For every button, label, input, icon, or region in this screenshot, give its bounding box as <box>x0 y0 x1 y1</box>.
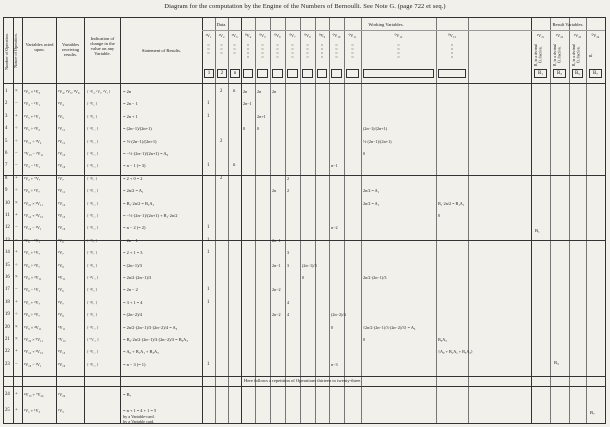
op-nature: × <box>15 337 18 342</box>
op-number: 11 <box>5 213 10 218</box>
data-var-zeros: ○ ○ ○ <box>207 42 210 55</box>
statement-of-results: = n + 1 = 4 + 1 = 5 <box>123 408 157 413</box>
repeat-note: Here follows a repetition of Operations thirteen to twenty-three. <box>244 378 362 383</box>
op-number: 1 <box>5 89 8 94</box>
working-var-label: ⁰V₁₁ <box>348 33 357 38</box>
working-value: 0 <box>363 337 366 342</box>
header-result-variables: Result Variables. <box>552 22 584 27</box>
data-var-zeros: ○ ○ ○ <box>233 42 236 55</box>
vars-receiving: ³V₇ <box>58 299 64 305</box>
working-value: 4 <box>287 312 290 318</box>
working-value: 2 <box>287 188 290 194</box>
working-var-zeros: ○ ○ ○ ○ <box>246 42 250 59</box>
working-value: 2n−2 <box>272 287 281 293</box>
vars-receiving: ¹V₉ <box>58 312 64 318</box>
working-value: n−1 <box>331 163 338 169</box>
op-number: 9 <box>5 188 8 194</box>
vars-acted: ¹V₅ + ¹V₁ <box>24 113 40 119</box>
indication-brace: { ³V₆ } <box>87 288 98 293</box>
header-nature-of-operation: Nature of Operation. <box>13 33 18 69</box>
statement-of-results: = 2n − 1 <box>123 101 138 107</box>
vars-receiving: ¹V₁₀ <box>58 163 66 169</box>
op-nature: + <box>15 250 18 256</box>
table-row <box>4 335 605 345</box>
working-var-zeros: ○ ○ ○ ○ <box>351 42 354 59</box>
table-frame <box>3 17 606 424</box>
data-value: 1 <box>207 163 210 169</box>
op-number: 2 <box>5 101 8 107</box>
statement-of-results: = 2n <box>123 89 131 94</box>
working-value: 2n/2 = A₁ <box>363 200 380 206</box>
group-header-rule <box>202 30 605 31</box>
working-value: (2n−2)/4 <box>331 312 346 318</box>
result-var-description: B₃ in a decimal Oₐ fraction. <box>553 43 562 67</box>
vars-acted: ¹V₈ × ³V₁₁ <box>24 275 42 280</box>
op-nature: × <box>15 200 18 206</box>
op-nature: × <box>15 324 18 330</box>
statement-of-results: = B₇ <box>123 392 132 397</box>
data-value: 1 <box>207 287 210 293</box>
table-row <box>4 87 605 97</box>
indication-brace: { ⁵V₁₁ } <box>87 325 99 330</box>
op-number: 25 <box>5 408 10 413</box>
working-value: 2n+1 <box>257 113 266 119</box>
table-row <box>4 360 605 370</box>
statement-of-results: = n − 2 (= 2) <box>123 225 146 231</box>
working-var-label: ⁰V₆ <box>274 33 281 38</box>
op-nature: + <box>15 113 18 119</box>
working-value: 3 <box>287 250 290 256</box>
op-number: 4 <box>5 126 8 132</box>
result-var-label: ¹V₂₁ <box>536 33 545 38</box>
data-value: n <box>233 89 236 94</box>
indication-brace: { ²V₇ } <box>87 251 98 256</box>
working-value: 2n−1 <box>272 237 281 243</box>
vars-receiving: ¹V₃ <box>58 408 64 413</box>
table-row <box>4 347 605 357</box>
table-row <box>4 390 605 400</box>
table-row <box>4 174 605 184</box>
table-row <box>4 211 605 221</box>
working-value: B₃A₃ <box>438 337 447 342</box>
indication-brace: { ⁰V₁₂ } <box>87 338 99 342</box>
op-number: 19 <box>5 312 10 318</box>
working-value: B₁·2n/2 = B₁A₁ <box>438 200 465 206</box>
op-nature: + <box>15 175 18 181</box>
vars-acted: ¹V₁₀ − ¹V₁ <box>24 225 42 231</box>
vars-acted: ²V₆ ÷ ²V₇ <box>24 262 40 268</box>
vars-receiving: ¹V₁₃ <box>58 151 66 156</box>
op-nature: + <box>15 408 18 413</box>
indication-brace: { ²V₁₁ } <box>87 139 99 144</box>
working-var-zeros: ○ ○ ○ ○ <box>450 42 454 59</box>
statement-of-results: = −½·(2n−1)/(2n+1) = A₀ <box>123 151 169 156</box>
op-nature: × <box>15 89 18 94</box>
working-var-zeros: ○ ○ ○ ○ <box>291 42 294 59</box>
vars-acted: ¹V₁ + ¹V₇ <box>24 250 40 256</box>
vars-receiving: ²V₄ <box>58 101 64 107</box>
working-value: 0 <box>331 324 334 330</box>
working-value: 2n−1 <box>243 101 252 107</box>
op-number: 21 <box>5 337 10 342</box>
statement-of-results: = B₁·2n/2 = B₁A₁ <box>123 200 155 206</box>
vars-acted: ²V₆ − ¹V₁ <box>24 287 40 293</box>
vars-receiving: ³V₁₀ <box>58 361 66 367</box>
indication-brace: { ³V₁₀ } <box>87 362 99 367</box>
indication-brace: { ¹V₈ } <box>87 263 98 268</box>
indication-brace: { ¹V₁₁ } <box>87 127 99 132</box>
data-value: 1 <box>207 237 210 243</box>
vars-receiving: ²V₇ <box>58 250 64 256</box>
data-value: 1 <box>207 299 210 305</box>
table-row <box>4 310 605 320</box>
table-row <box>4 124 605 134</box>
table-row <box>4 186 605 196</box>
statement-of-results: = 2n/2·(2n−1)/3·(2n−2)/4 = A₃ <box>123 324 178 330</box>
working-var-box <box>287 69 298 78</box>
table-row <box>4 223 605 233</box>
vars-receiving: ²V₁₃ <box>58 213 66 218</box>
working-value: 0 <box>302 275 305 280</box>
data-value: 1 <box>207 361 210 367</box>
vars-acted: ¹V₄ − ¹V₁ <box>24 101 40 107</box>
table-row <box>4 406 605 416</box>
data-var-label: ¹V₂ <box>218 33 225 38</box>
working-value: 2n−2 <box>272 312 281 318</box>
table-row <box>4 236 605 246</box>
op-number: 8 <box>5 175 8 181</box>
vars-receiving: ²V₆ <box>58 237 64 243</box>
op-number: 17 <box>5 287 10 293</box>
vars-acted: ¹V₃ − ¹V₁ <box>24 163 40 169</box>
working-var-zeros: ○ ○ ○ ○ <box>276 42 279 59</box>
statement-of-results: = n − 3 (= 1) <box>123 361 146 367</box>
table-row <box>4 137 605 147</box>
vars-receiving: ²V₅ <box>58 113 64 119</box>
vars-receiving: ⁰V₁₂ <box>58 337 66 342</box>
op-number: 10 <box>5 200 10 206</box>
data-value: n <box>233 163 236 169</box>
header-number-of-operation: Number of Operation. <box>4 32 9 70</box>
op-nature: − <box>15 101 18 107</box>
vars-acted: ²V₁₂ + ²V₁₃ <box>24 349 43 355</box>
working-var-label: ⁰V₈ <box>304 33 311 38</box>
working-var-box <box>243 69 253 78</box>
data-value: 2 <box>220 175 223 181</box>
data-var-label: ¹V₃ <box>231 33 238 38</box>
vars-receiving: ²V₁₀ <box>58 225 66 231</box>
table-row <box>4 273 605 283</box>
op-number: 6 <box>5 151 8 156</box>
working-var-zeros: ○ ○ ○ ○ <box>397 42 400 59</box>
indication-brace: { ¹V₇ } <box>87 176 98 181</box>
result-var-box: B₇ <box>589 69 602 78</box>
statement-of-results: = 2 + 1 = 3 <box>123 250 143 256</box>
working-var-label: ⁰V₉ <box>318 33 326 38</box>
working-var-box <box>257 69 268 78</box>
indication-brace: { ¹V₁₂ } <box>87 201 99 206</box>
vars-receiving: ¹V₈ <box>58 262 64 268</box>
op-nature: − <box>15 237 18 243</box>
vars-acted: ¹V₆ ÷ ¹V₇ <box>24 188 40 194</box>
vars-acted: ¹V₉ × ⁴V₁₁ <box>24 324 42 330</box>
statement-subnote: by a Variable card. <box>123 419 155 424</box>
header-bottom-rule <box>4 83 605 84</box>
header-indication-of-change: Indication of change in the value on any Variable. <box>90 36 115 56</box>
result-marker: B₃ <box>554 360 559 365</box>
vars-acted: ¹V₁₂ + ¹V₁₃ <box>24 213 43 218</box>
section-rule <box>4 386 605 387</box>
working-value: 0 <box>243 126 246 132</box>
vars-acted: ¹V₆ − ¹V₁ <box>24 237 40 243</box>
op-number: 15 <box>5 262 10 268</box>
indication-brace: { ²V₁₀ } <box>87 226 99 231</box>
op-nature: × <box>15 275 18 280</box>
diagram-title: Diagram for the computation by the Engine of the Numbers of Bernoulli. See Note G. (page 722 et seq.) <box>164 3 446 10</box>
vars-acted: ¹V₂₂ × ⁵V₁₁ <box>24 337 44 342</box>
op-number: 22 <box>5 349 10 355</box>
op-nature: + <box>15 299 18 305</box>
table-row <box>4 261 605 271</box>
statement-of-results: = 2n/2·(2n−1)/3 <box>123 275 152 280</box>
working-var-box <box>317 69 327 78</box>
op-number: 16 <box>5 275 10 280</box>
indication-brace: { ²V₄ } <box>87 102 98 107</box>
vars-receiving: ³V₆ <box>58 287 64 293</box>
working-var-box <box>363 69 434 78</box>
op-nature: ÷ <box>15 188 18 194</box>
working-value: 2n <box>272 89 277 94</box>
data-var-label: ¹V₁ <box>205 33 212 38</box>
table-row <box>4 99 605 109</box>
statement-of-results: = 2 + 0 = 2 <box>123 175 143 181</box>
table-row <box>4 112 605 122</box>
working-value: (2n−1)/(2n+1) <box>363 126 388 132</box>
vars-acted: ²V₁₀ − ¹V₁ <box>24 361 42 367</box>
statement-of-results: = (2n−1)/3 <box>123 262 142 268</box>
statement-of-results: = (2n−1)/(2n+1) <box>123 126 152 132</box>
op-nature: + <box>15 213 18 218</box>
indication-brace: { ¹V₄, ¹V₅, ¹V₆ } <box>87 90 111 94</box>
vars-acted: ¹V₁₁ ÷ ¹V₂ <box>24 138 42 144</box>
vars-receiving: ¹V₄, ¹V₅, ¹V₆ <box>58 89 80 94</box>
table-row <box>4 323 605 333</box>
statement-of-results: = 2n − 2 <box>123 287 138 293</box>
header-data: Data. <box>216 22 227 27</box>
op-nature: + <box>15 392 18 397</box>
result-var-box: B₁ <box>534 69 547 78</box>
data-value: 1 <box>207 101 210 107</box>
table-row <box>4 199 605 209</box>
working-value: n−3 <box>331 361 338 367</box>
op-nature: + <box>15 349 18 355</box>
indication-brace: { ⁴V₁₁ } <box>87 276 99 280</box>
vars-acted: ³V₆ ÷ ³V₇ <box>24 312 40 318</box>
working-var-zeros: ○ ○ ○ ○ <box>306 42 309 59</box>
header-variables-acted: Variables acted upon. <box>25 42 54 52</box>
working-var-box <box>346 69 359 78</box>
working-value: 2n/2·(2n−1)/3 <box>363 275 387 280</box>
op-nature: − <box>15 361 18 367</box>
op-nature: ÷ <box>15 138 18 144</box>
working-var-box <box>331 69 342 78</box>
data-var-zeros: ○ ○ ○ <box>220 42 223 55</box>
result-var-description: B₇ <box>589 53 593 57</box>
op-nature: ÷ <box>15 126 18 132</box>
vars-receiving: ³V₁₃ <box>58 349 66 355</box>
working-var-label: ⁰V₁₀ <box>332 33 341 38</box>
result-var-box: B₅ <box>572 69 583 78</box>
op-nature: ÷ <box>15 262 18 268</box>
vars-acted: ⁰V₁₃ − ²V₁₁ <box>24 151 44 156</box>
indication-brace: { ³V₁₁ } <box>87 189 99 194</box>
indication-brace: { ³V₁₃ } <box>87 350 99 355</box>
working-value: 0 <box>438 213 441 218</box>
statement-of-results: = −½·(2n−1)/(2n+1) + B₁·2n/2 <box>123 213 178 218</box>
op-number: 24 <box>5 392 10 397</box>
indication-brace: { ²V₁₃ } <box>87 214 99 218</box>
working-var-label: ⁰V₄ <box>244 33 252 38</box>
working-value: 2n <box>257 89 262 94</box>
result-var-description: B₅ in a decimal Oₐ fraction. <box>572 43 581 67</box>
vars-acted: ¹V₂₁ × ³V₁₁ <box>24 200 43 206</box>
table-row <box>4 248 605 258</box>
table-row <box>4 298 605 308</box>
op-nature: − <box>15 225 18 231</box>
vars-receiving: ¹V₁₂ <box>58 200 66 206</box>
op-number: 5 <box>5 138 8 144</box>
working-value: 4 <box>287 299 290 305</box>
working-value: (2n−1)/3 <box>302 262 317 268</box>
section-rule <box>4 376 605 377</box>
statement-of-results: = (2n−2)/4 <box>123 312 142 318</box>
statement-of-results: = 2n/2 = A₁ <box>123 188 144 194</box>
op-number: 12 <box>5 225 10 231</box>
indication-brace: { ¹V₁₀ } <box>87 164 99 169</box>
vars-receiving: ¹V₂₄ <box>58 392 66 397</box>
vars-receiving: ²V₁₁ <box>58 138 66 144</box>
op-nature: ÷ <box>15 312 18 318</box>
data-value: 1 <box>207 225 210 231</box>
data-value: 2 <box>220 89 223 94</box>
statement-of-results: = 3 + 1 = 4 <box>123 299 143 305</box>
working-value: 2n−1 <box>272 262 281 268</box>
vars-acted: ¹V₂ + ⁰V₇ <box>24 175 41 181</box>
vars-receiving: ⁴V₁₁ <box>58 275 66 280</box>
table-row <box>4 149 605 159</box>
working-var-zeros: ○ ○ ○ ○ <box>261 42 264 59</box>
vars-acted: ¹V₂ × ¹V₃ <box>24 89 40 94</box>
data-value: 1 <box>207 250 210 256</box>
working-value: {A₀ + B₁A₁ + B₃A₃} <box>438 349 473 355</box>
header-variables-receiving: Variables receiving results. <box>61 42 80 57</box>
statement-of-results: = B₃·2n/2·(2n−1)/3·(2n−2)/3 = B₃A₃ <box>123 337 188 342</box>
statement-of-results: = A₀ + B₁A₁ + B₃A₃ <box>123 349 159 355</box>
indication-brace: { ²V₆ } <box>87 238 98 243</box>
result-var-label: ¹V₂₃ <box>573 33 582 38</box>
working-value: 0 <box>363 151 366 156</box>
working-var-box <box>438 69 466 78</box>
statement-of-results: = 2n − 1 <box>123 237 138 243</box>
header-statement-of-results: Statement of Results. <box>141 48 182 53</box>
data-var-box: n <box>230 69 240 78</box>
op-nature: − <box>15 287 18 293</box>
working-var-zeros: ○ ○ ○ ○ <box>320 42 324 59</box>
working-value: 0 <box>257 126 260 132</box>
vars-receiving: ¹V₁₁ <box>58 126 66 132</box>
working-value: n−2 <box>331 225 338 231</box>
working-value: ½·(2n−1)/(2n+1) <box>363 138 392 144</box>
table-row <box>4 285 605 295</box>
op-nature: − <box>15 151 18 156</box>
data-value: 1 <box>207 113 210 119</box>
result-marker: B₁ <box>535 228 540 233</box>
op-number: 20 <box>5 324 10 330</box>
working-value: 2n/2 = A₁ <box>363 188 380 194</box>
working-value: 2n <box>243 89 248 94</box>
op-number: 13 <box>5 237 10 243</box>
header-working-variables: Working Variables. <box>368 22 404 27</box>
vars-acted: ¹V₁ + ²V₇ <box>24 299 40 305</box>
op-number: 7 <box>5 163 8 169</box>
indication-brace: { ¹V₁₃ } <box>87 152 99 156</box>
data-value: 2 <box>220 138 223 144</box>
result-var-box: B₃ <box>553 69 566 78</box>
result-var-label: ¹V₂₂ <box>555 33 564 38</box>
indication-brace: { ¹V₉ } <box>87 313 98 318</box>
working-var-label: ⁰V₇ <box>289 33 296 38</box>
statement-subnote: by a Variable-card. <box>123 414 155 419</box>
working-value: 2 <box>287 175 290 181</box>
working-var-label: ⁰V₁₃ <box>448 33 456 38</box>
data-var-box: 1 <box>204 69 214 78</box>
working-var-box <box>302 69 313 78</box>
result-var-description: B₁ in a decimal Oₐ fraction. <box>534 43 543 67</box>
indication-brace: { ³V₇ } <box>87 300 98 305</box>
result-marker: B₇ <box>590 410 595 415</box>
op-number: 18 <box>5 299 10 305</box>
statement-of-results: = ½·(2n−1)/(2n+1) <box>123 138 157 144</box>
vars-receiving: ⁵V₁₁ <box>58 324 66 330</box>
working-var-zeros: ○ ○ ○ ○ <box>335 42 338 59</box>
working-value: 3 <box>287 262 290 268</box>
op-number: 3 <box>5 113 8 119</box>
vars-receiving: ³V₁₁ <box>58 188 66 194</box>
indication-brace: { ²V₅ } <box>87 114 98 119</box>
op-number: 23 <box>5 361 10 367</box>
working-value: 2n <box>272 188 277 194</box>
working-value: {2n/2·(2n−1)/3·(2n−2)/3} = A₃ <box>363 324 416 330</box>
vars-receiving: ¹V₇ <box>58 175 64 181</box>
op-nature: − <box>15 163 18 169</box>
statement-of-results: = 2n + 1 <box>123 113 138 119</box>
vars-acted: ²V₅ ÷ ²V₄ <box>24 126 40 132</box>
statement-of-results: = n − 1 (= 3) <box>123 163 146 169</box>
table-row <box>4 161 605 171</box>
op-number: 14 <box>5 250 10 256</box>
result-var-label: ⁰V₂₄ <box>591 33 600 38</box>
vars-acted: ¹V₁ + ¹V₃ <box>24 408 40 413</box>
vars-acted: ⁴V₁₃ + ⁰V₂₄ <box>24 392 44 397</box>
data-var-box: 2 <box>217 69 227 78</box>
working-var-box <box>272 69 283 78</box>
working-var-label: ⁰V₁₂ <box>394 33 403 38</box>
working-var-label: ⁰V₅ <box>259 33 266 38</box>
